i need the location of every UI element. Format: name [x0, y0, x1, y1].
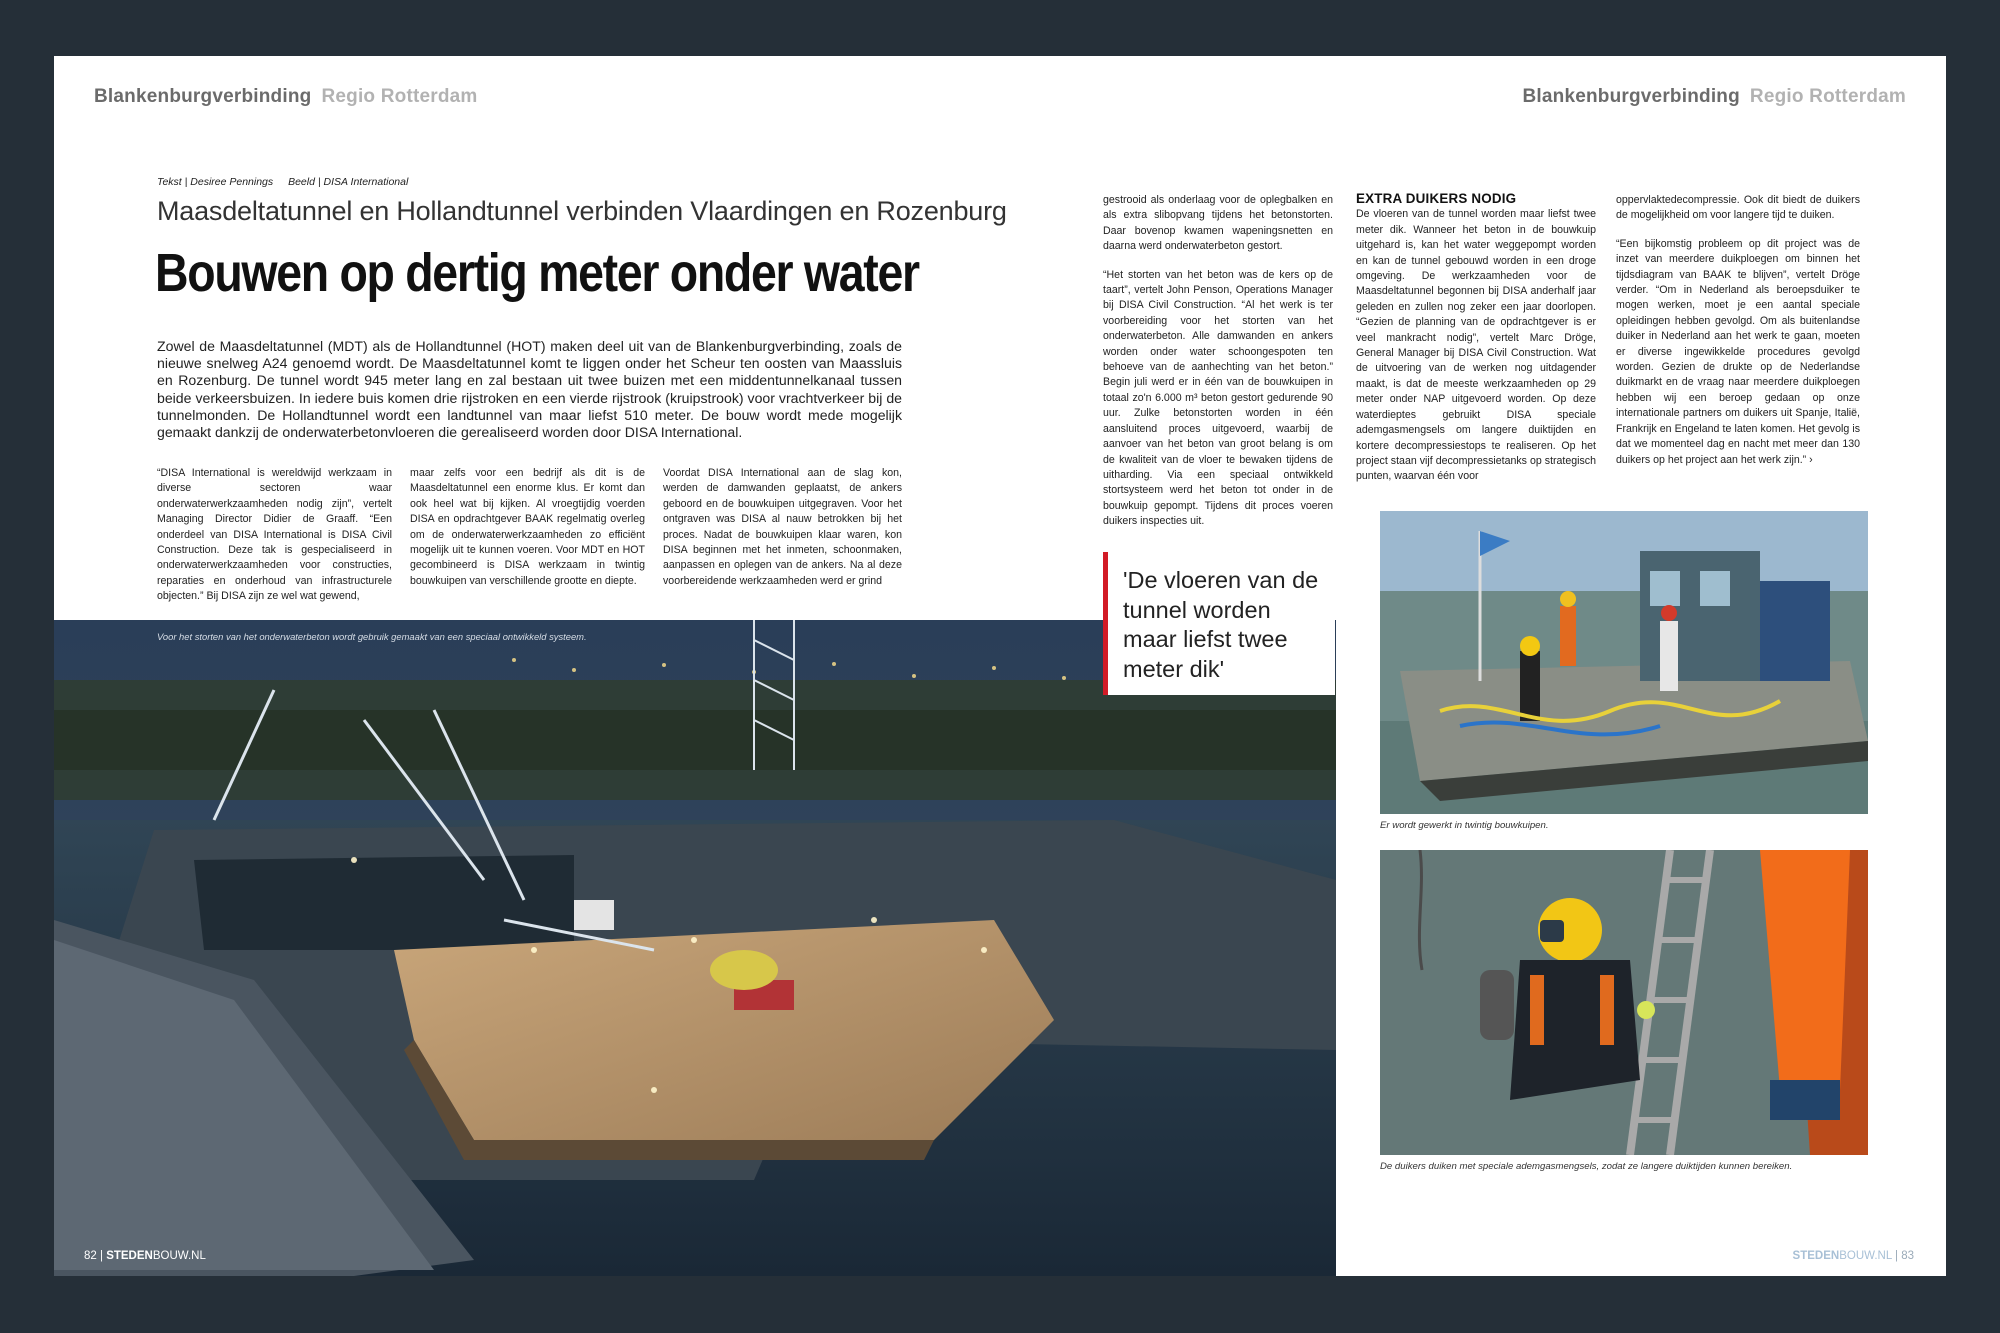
diver-ladder-photo — [1380, 850, 1868, 1155]
section-heading: EXTRA DUIKERS NODIG — [1356, 191, 1517, 206]
body-column-3 — [663, 466, 902, 602]
article-headline: Bouwen op dertig meter onder water — [155, 243, 919, 303]
body-column-4 — [1103, 193, 1333, 543]
construction-site-photo — [54, 620, 1336, 1276]
body-paragraph: oppervlaktedecompressie. Ook dit biedt de duikers de mogelijkheid om voor langere tijd te duiken. — [1616, 194, 1860, 222]
page-number-left: 82 — [84, 1250, 97, 1262]
body-column-1 — [157, 466, 392, 618]
folio-right: STEDENBOUW.NL | 83 — [1792, 1250, 1914, 1262]
body-column-2 — [410, 466, 645, 602]
photo1-caption: Er wordt gewerkt in twintig bouwkuipen. — [1380, 820, 1549, 831]
brand-steden: STEDEN — [106, 1250, 153, 1262]
running-head-primary: Blankenburgverbinding — [94, 86, 312, 107]
photo2-caption: De duikers duiken met speciale ademgasmengsels, zodat ze langere duiktijden kunnen bereiken. — [1380, 1161, 1793, 1172]
article-credits — [157, 176, 420, 188]
body-paragraph: “DISA International is wereldwijd werkzaam in diverse sectoren waar onderwaterwerkzaamheden nodig zijn”, vertelt Managing Director Didier de Graaff. “Een onderdeel van DISA International is DISA Civil Construction. Deze tak is gespecialiseerd in onderwaterwerkzaamheden voor constructies, reparaties en onderhoud van infrastructurele objecten.” Bij DISA zijn ze wel wat gewend, — [157, 467, 392, 603]
credit-text: Tekst | Desiree Pennings — [157, 176, 274, 188]
body-column-5 — [1356, 191, 1596, 498]
pull-quote: 'De vloeren van de tunnel worden maar liefst twee meter dik' — [1103, 552, 1335, 695]
brand-steden: STEDEN — [1792, 1250, 1840, 1262]
magazine-spread — [54, 56, 1946, 1276]
divers-pontoon-photo — [1380, 511, 1868, 814]
credit-image: Beeld | DISA International — [288, 176, 409, 188]
right-page — [1336, 56, 1946, 1276]
running-head-secondary: Regio Rotterdam — [321, 86, 478, 107]
brand-bouw: BOUW.NL — [1839, 1250, 1892, 1262]
body-paragraph: gestrooid als onderlaag voor de oplegbalken en als extra slibopvang tijdens het betonstorten. Daar bovenop kwamen wapeningsnetten en daarna werd onderwaterbeton gestort. — [1103, 194, 1333, 253]
running-head-left — [94, 86, 478, 108]
body-paragraph: “Het storten van het beton was de kers op de taart”, vertelt John Penson, Operations Manager bij DISA Civil Construction. “Al het werk is ter voorbereiding voor het storten van het onderwaterbeton. Alle damwanden en ankers worden onder water schoongespoten ten behoeve van de aanhechting van het beton.” Begin juli werd er in één van de bouwkuipen in totaal zo'n 6.000 m³ beton gestort gedurende 90 uur. Zulke betonstorten worden in één aansluitend proces uitgevoerd, waarbij de aanvoer van het beton van groot belang is om de kwaliteit van de vloer te bewaken tijdens de uitharding. Via een speciaal ontwikkeld stortsysteem werd het beton tot onder in de bouwkuip gepompt. Tijdens dit proces voeren duikers inspecties uit. — [1103, 268, 1333, 528]
article-intro: Zowel de Maasdeltatunnel (MDT) als de Hollandtunnel (HOT) maken deel uit van de Blankenburgverbinding, zoals de nieuwe snelweg A24 genoemd wordt. De Maasdeltatunnel komt te liggen onder het Scheur ten oosten van Maassluis en Rozenburg. De tunnel wordt 945 meter lang en zal bestaan uit twee buizen met een middentunnelkanaal tussen beide verkeersbuizen. In iedere buis komen drie rijstroken en een vierde rijstrook (kruipstrook) voor vrachtverkeer bij de tunnelmonden. De Hollandtunnel wordt een landtunnel van maar liefst 510 meter. De bouw wordt mede mogelijk gemaakt dankzij de onderwaterbetonvloeren die gerealiseerd worden door DISA International. — [157, 338, 902, 441]
body-paragraph: De vloeren van de tunnel worden maar liefst twee meter dik. Wanneer het beton in de bouwkuip uitgehard is, kan het water weggepompt worden en kan de tunnel gebouwd worden in een droge omgeving. De werkzaamheden voor de Maasdeltatunnel begonnen bij DISA anderhalf jaar geleden en zullen nog zeker een jaar doorlopen. “Gezien de planning van de opdrachtgever is er veel mankracht nodig”, vertelt Marc Dröge, General Manager bij DISA Civil Construction. Wat de uitvoering van de werken nog uitdagender maakt, is dat de meeste werkzaamheden op 29 meter onder NAP uitgevoerd worden. Op deze waterdieptes gebruikt DISA speciale ademgasmengsels om langere duiktijden en kortere decompressiestops te realiseren. Op het project staan vijf decompressietanks op strategisch punten, waarvan één voor — [1356, 208, 1596, 483]
folio-left: 82 | STEDENBOUW.NL — [84, 1250, 206, 1262]
body-paragraph: maar zelfs voor een bedrijf als dit is de Maasdeltatunnel een enorme klus. Er komt dan ook heel wat bij kijken. Al vroegtijdig voerden DISA en opdrachtgever BAAK regelmatig overleg om de onderwaterwerkzaamheden zo efficiënt mogelijk uit te kunnen voeren. Voor MDT en HOT gecombineerd is DISA werkzaam in twintig bouwkuipen van verschillende grootte en diepte. — [410, 467, 645, 587]
diver-ladder-illustration — [1380, 850, 1868, 1155]
running-head-right — [1522, 86, 1906, 108]
construction-site-illustration — [54, 620, 1336, 1276]
body-paragraph: “Een bijkomstig probleem op dit project was de inzet van meerdere duikploegen om binnen het tijdsdiagram van BAAK te blijven”, vertelt Dröge verder. “Om in Nederland als beroepsduiker te mogen werken, moet je een aantal speciale opleidingen hebben gevolgd. Om als buitenlandse duiker in Nederland aan het werk te gaan, moeten er diverse ingewikkelde procedures gevolgd worden. Gezien de drukte op de Nederlandse duikmarkt en de vraag naar meerdere duikploegen hebben wij een beroep gedaan op onze internationale partners om duikers uit Spanje, Italië, Frankrijk en Engeland te laten komen. Het gevolg is dat we momenteel dag en nacht met meer dan 130 duikers op het project aan het werk zijn.” › — [1616, 237, 1860, 466]
body-column-6 — [1616, 193, 1860, 481]
running-head-secondary: Regio Rotterdam — [1749, 86, 1906, 107]
divers-pontoon-illustration — [1380, 511, 1868, 814]
main-photo-caption: Voor het storten van het onderwaterbeton wordt gebruik gemaakt van een speciaal ontwikkeld systeem. — [157, 631, 587, 642]
article-subhead: Maasdeltatunnel en Hollandtunnel verbinden Vlaardingen en Rozenburg — [157, 196, 1007, 226]
running-head-primary: Blankenburgverbinding — [1522, 86, 1740, 107]
page-number-right: 83 — [1901, 1250, 1914, 1262]
left-page — [54, 56, 1336, 1276]
body-paragraph: Voordat DISA International aan de slag kon, werden de damwanden geplaatst, de ankers geboord en de bouwkuipen uitgegraven. Voor het ontgraven was DISA al nauw betrokken bij het proces. Nadat de bouwkuipen klaar waren, kon DISA beginnen met het inmeten, schoonmaken, aanpassen en oplegen van de ankers. Na al deze voorbereidende werkzaamheden werd er grind — [663, 467, 902, 587]
brand-bouw: BOUW.NL — [152, 1250, 206, 1262]
